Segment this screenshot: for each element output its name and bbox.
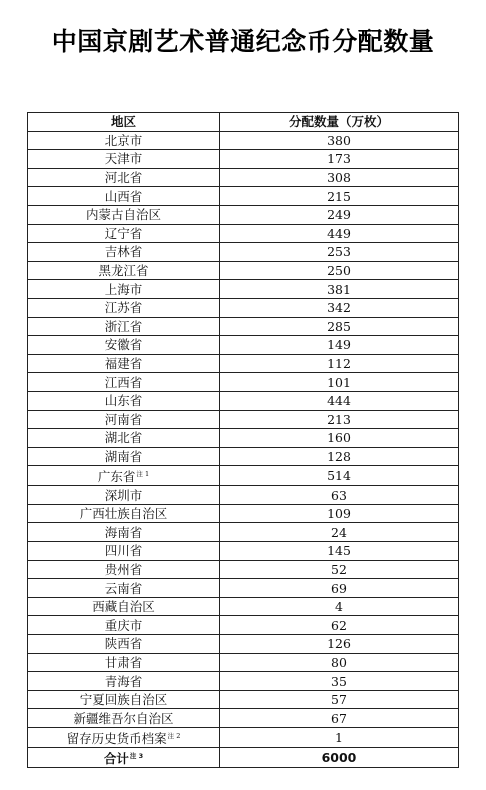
quantity-cell: 160 [220, 429, 459, 448]
region-cell [28, 243, 220, 262]
table-row [28, 150, 459, 169]
quantity-cell: 250 [220, 261, 459, 280]
region-name: 留存历史货币档案 [66, 731, 167, 746]
quantity-cell: 62 [220, 616, 459, 635]
table-row [28, 317, 459, 336]
table-row [28, 486, 459, 505]
quantity-cell: 24 [220, 523, 459, 542]
region-name: 内蒙古自治区 [85, 207, 161, 223]
table-row [28, 429, 459, 448]
region-name: 安徽省 [104, 337, 143, 353]
table-row [28, 728, 459, 748]
quantity-cell: 109 [220, 504, 459, 523]
region-name: 西藏自治区 [92, 599, 155, 615]
region-cell [28, 131, 220, 150]
header-quantity: 分配数量（万枚） [220, 113, 459, 132]
quantity-cell: 215 [220, 187, 459, 206]
region-name: 北京市 [104, 132, 143, 148]
quantity-cell: 69 [220, 579, 459, 598]
region-cell [28, 579, 220, 598]
region-name: 吉林省 [104, 244, 143, 260]
region-name: 辽宁省 [104, 225, 143, 241]
table-row [28, 504, 459, 523]
table-row [28, 354, 459, 373]
table-row [28, 224, 459, 243]
region-name: 海南省 [104, 524, 143, 540]
region-name: 浙江省 [104, 318, 143, 334]
quantity-cell: 67 [220, 709, 459, 728]
region-cell [28, 728, 220, 748]
table-row [28, 298, 459, 317]
region-name: 青海省 [104, 673, 143, 689]
quantity-cell: 4 [220, 597, 459, 616]
footnote-marker: 注 2 [167, 732, 181, 740]
quantity-cell: 101 [220, 373, 459, 392]
quantity-cell: 249 [220, 205, 459, 224]
region-cell [28, 298, 220, 317]
quantity-cell: 342 [220, 298, 459, 317]
region-cell [28, 709, 220, 728]
region-name: 黑龙江省 [98, 263, 149, 279]
table-row [28, 187, 459, 206]
region-cell [28, 560, 220, 579]
table-row [28, 391, 459, 410]
region-cell [28, 261, 220, 280]
table-row [28, 579, 459, 598]
region-name: 上海市 [104, 281, 143, 297]
region-name: 山东省 [104, 393, 143, 409]
region-name: 河北省 [104, 170, 143, 186]
region-cell [28, 317, 220, 336]
quantity-cell: 1 [220, 728, 459, 748]
quantity-cell: 173 [220, 150, 459, 169]
quantity-cell: 57 [220, 690, 459, 709]
table-row [28, 466, 459, 486]
total-note: 注 3 [129, 752, 144, 760]
region-cell [28, 690, 220, 709]
region-cell [28, 653, 220, 672]
region-cell [28, 391, 220, 410]
region-cell [28, 187, 220, 206]
region-name: 甘肃省 [104, 654, 143, 670]
quantity-cell: 381 [220, 280, 459, 299]
table-row [28, 709, 459, 728]
region-cell [28, 504, 220, 523]
table-row [28, 336, 459, 355]
region-name: 湖北省 [104, 430, 143, 446]
quantity-cell: 449 [220, 224, 459, 243]
header-region: 地区 [28, 113, 220, 132]
quantity-cell: 444 [220, 391, 459, 410]
region-name: 天津市 [104, 151, 143, 167]
region-cell [28, 168, 220, 187]
quantity-cell: 380 [220, 131, 459, 150]
table-row [28, 616, 459, 635]
allocation-table [27, 112, 459, 768]
table-row [28, 243, 459, 262]
table-row [28, 653, 459, 672]
region-name: 四川省 [104, 543, 143, 559]
quantity-cell: 126 [220, 635, 459, 654]
table-row [28, 597, 459, 616]
footnote-marker: 注 1 [136, 470, 150, 479]
region-cell [28, 486, 220, 505]
region-name: 广东省 [97, 469, 136, 485]
quantity-cell: 253 [220, 243, 459, 262]
region-cell [28, 672, 220, 691]
quantity-cell: 149 [220, 336, 459, 355]
region-cell [28, 354, 220, 373]
region-name: 宁夏回族自治区 [79, 692, 168, 708]
table-row [28, 205, 459, 224]
quantity-cell: 514 [220, 466, 459, 486]
region-name: 湖南省 [104, 448, 143, 464]
page-title: 中国京剧艺术普通纪念币分配数量 [51, 27, 435, 56]
region-cell [28, 150, 220, 169]
total-label: 合计 [103, 751, 129, 766]
table-row [28, 560, 459, 579]
table-row [28, 635, 459, 654]
table-body [28, 131, 459, 747]
region-cell [28, 280, 220, 299]
region-cell [28, 635, 220, 654]
region-cell [28, 597, 220, 616]
region-cell [28, 542, 220, 561]
region-name: 深圳市 [104, 487, 143, 503]
table-row [28, 280, 459, 299]
table-header-row [28, 113, 459, 132]
quantity-cell: 213 [220, 410, 459, 429]
quantity-cell: 52 [220, 560, 459, 579]
table-row [28, 690, 459, 709]
region-name: 河南省 [104, 411, 143, 427]
region-name: 贵州省 [104, 561, 143, 577]
table-row [28, 542, 459, 561]
region-name: 新疆维吾尔自治区 [73, 710, 174, 726]
table-row [28, 261, 459, 280]
table-row [28, 523, 459, 542]
region-name: 云南省 [104, 580, 143, 596]
quantity-cell: 80 [220, 653, 459, 672]
table-row [28, 168, 459, 187]
region-cell [28, 410, 220, 429]
quantity-cell: 112 [220, 354, 459, 373]
region-name: 山西省 [104, 188, 143, 204]
quantity-cell: 63 [220, 486, 459, 505]
quantity-cell: 35 [220, 672, 459, 691]
total-label-cell [28, 748, 220, 768]
region-name: 江西省 [104, 374, 143, 390]
quantity-cell: 308 [220, 168, 459, 187]
table-row [28, 447, 459, 466]
region-cell [28, 523, 220, 542]
region-name: 陕西省 [104, 636, 143, 652]
region-name: 广西壮族自治区 [79, 506, 168, 522]
quantity-cell: 285 [220, 317, 459, 336]
region-cell [28, 373, 220, 392]
region-cell [28, 466, 220, 486]
table-row [28, 410, 459, 429]
table-row [28, 373, 459, 392]
region-name: 重庆市 [104, 617, 143, 633]
table-row [28, 131, 459, 150]
total-row [28, 748, 459, 768]
region-cell [28, 205, 220, 224]
region-cell [28, 447, 220, 466]
total-quantity: 6000 [220, 748, 459, 768]
region-cell [28, 429, 220, 448]
region-name: 福建省 [104, 356, 143, 372]
table-row [28, 672, 459, 691]
quantity-cell: 128 [220, 447, 459, 466]
region-name: 江苏省 [104, 300, 143, 316]
region-cell [28, 336, 220, 355]
quantity-cell: 145 [220, 542, 459, 561]
region-cell [28, 224, 220, 243]
region-cell [28, 616, 220, 635]
